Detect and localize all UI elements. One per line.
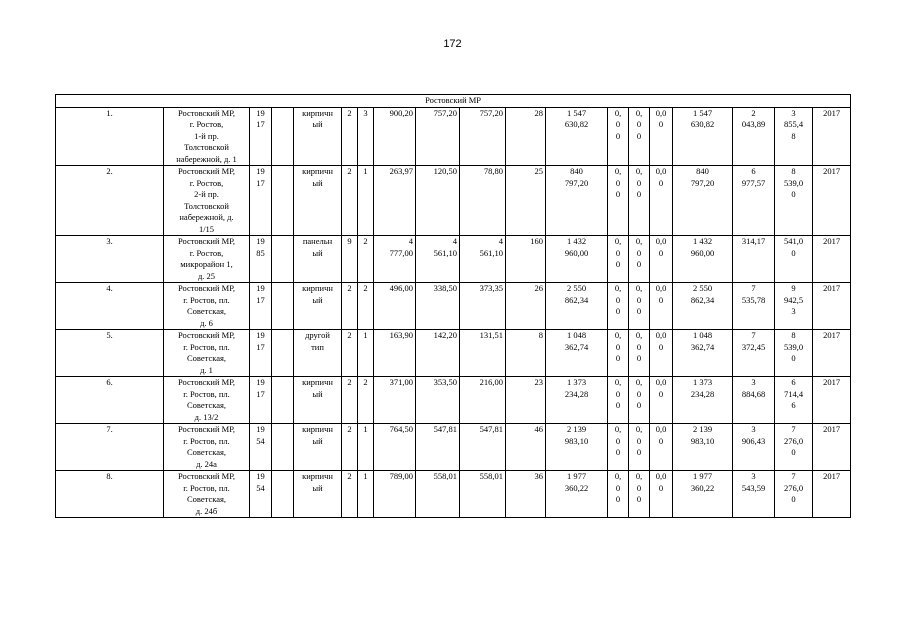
specific-cost-cell: 7 535,78 xyxy=(733,283,775,330)
table-row xyxy=(56,377,851,424)
living-area-cell: 142,20 xyxy=(416,330,460,377)
fund-share-cell: 0, 0 0 xyxy=(608,166,629,236)
total-cost-cell: 1 373 234,28 xyxy=(546,377,608,424)
row-number: 6. xyxy=(56,377,164,424)
entrances-cell: 1 xyxy=(358,471,374,518)
total-cost-cell: 1 048 362,74 xyxy=(546,330,608,377)
specific-cost-cell: 3 906,43 xyxy=(733,424,775,471)
budget-share-cell: 0, 0 0 xyxy=(629,471,650,518)
local-share-cell: 0,0 0 xyxy=(650,236,673,283)
address-cell: Ростовский МР, г. Ростов, 1-й пр. Толстовской набережной, д. 1 xyxy=(164,107,250,166)
entrances-cell: 1 xyxy=(358,330,374,377)
specific-cost-cell: 3 543,59 xyxy=(733,471,775,518)
entrances-cell: 1 xyxy=(358,424,374,471)
fund-share-cell: 0, 0 0 xyxy=(608,283,629,330)
max-cost-cell: 6 714,4 6 xyxy=(775,377,813,424)
fund-share-cell: 0, 0 0 xyxy=(608,377,629,424)
completion-year-cell: 2017 xyxy=(813,166,851,236)
table-row xyxy=(56,236,851,283)
budget-share-cell: 0, 0 0 xyxy=(629,107,650,166)
fund-share-cell: 0, 0 0 xyxy=(608,236,629,283)
residents-cell: 46 xyxy=(506,424,546,471)
year-built-cell: 19 54 xyxy=(250,424,272,471)
wall-material-cell: кирпичн ый xyxy=(294,471,342,518)
max-cost-cell: 541,0 0 xyxy=(775,236,813,283)
table-row xyxy=(56,166,851,236)
budget-share-cell: 0, 0 0 xyxy=(629,377,650,424)
residents-cell: 23 xyxy=(506,377,546,424)
table-row xyxy=(56,283,851,330)
owners-cost-cell: 1 373 234,28 xyxy=(673,377,733,424)
local-share-cell: 0,0 0 xyxy=(650,107,673,166)
residential-area-cell: 547,81 xyxy=(460,424,506,471)
owners-cost-cell: 840 797,20 xyxy=(673,166,733,236)
blank-cell xyxy=(272,330,294,377)
residents-cell: 25 xyxy=(506,166,546,236)
total-area-cell: 263,97 xyxy=(374,166,416,236)
row-number: 2. xyxy=(56,166,164,236)
total-area-cell: 789,00 xyxy=(374,471,416,518)
blank-cell xyxy=(272,107,294,166)
address-cell: Ростовский МР, г. Ростов, пл. Советская, д. 1 xyxy=(164,330,250,377)
floors-cell: 2 xyxy=(342,377,358,424)
specific-cost-cell: 3 884,68 xyxy=(733,377,775,424)
residential-area-cell: 373,35 xyxy=(460,283,506,330)
living-area-cell: 547,81 xyxy=(416,424,460,471)
wall-material-cell: другой тип xyxy=(294,330,342,377)
owners-cost-cell: 2 139 983,10 xyxy=(673,424,733,471)
floors-cell: 9 xyxy=(342,236,358,283)
floors-cell: 2 xyxy=(342,424,358,471)
row-number: 7. xyxy=(56,424,164,471)
specific-cost-cell: 6 977,57 xyxy=(733,166,775,236)
floors-cell: 2 xyxy=(342,471,358,518)
wall-material-cell: кирпичн ый xyxy=(294,377,342,424)
housing-table xyxy=(55,94,851,518)
blank-cell xyxy=(272,471,294,518)
table-row xyxy=(56,424,851,471)
living-area-cell: 757,20 xyxy=(416,107,460,166)
total-area-cell: 900,20 xyxy=(374,107,416,166)
residents-cell: 8 xyxy=(506,330,546,377)
residential-area-cell: 216,00 xyxy=(460,377,506,424)
completion-year-cell: 2017 xyxy=(813,107,851,166)
row-number: 5. xyxy=(56,330,164,377)
max-cost-cell: 7 276,0 0 xyxy=(775,471,813,518)
max-cost-cell: 9 942,5 3 xyxy=(775,283,813,330)
entrances-cell: 2 xyxy=(358,377,374,424)
total-cost-cell: 1 547 630,82 xyxy=(546,107,608,166)
blank-cell xyxy=(272,283,294,330)
total-cost-cell: 1 977 360,22 xyxy=(546,471,608,518)
total-area-cell: 371,00 xyxy=(374,377,416,424)
residential-area-cell: 757,20 xyxy=(460,107,506,166)
budget-share-cell: 0, 0 0 xyxy=(629,424,650,471)
budget-share-cell: 0, 0 0 xyxy=(629,236,650,283)
total-cost-cell: 2 139 983,10 xyxy=(546,424,608,471)
table-row xyxy=(56,471,851,518)
wall-material-cell: кирпичн ый xyxy=(294,107,342,166)
wall-material-cell: панельн ый xyxy=(294,236,342,283)
completion-year-cell: 2017 xyxy=(813,236,851,283)
blank-cell xyxy=(272,424,294,471)
budget-share-cell: 0, 0 0 xyxy=(629,283,650,330)
max-cost-cell: 8 539,0 0 xyxy=(775,166,813,236)
page-number: 172 xyxy=(443,38,462,50)
row-number: 4. xyxy=(56,283,164,330)
wall-material-cell: кирпичн ый xyxy=(294,424,342,471)
specific-cost-cell: 314,17 xyxy=(733,236,775,283)
owners-cost-cell: 1 432 960,00 xyxy=(673,236,733,283)
total-cost-cell: 1 432 960,00 xyxy=(546,236,608,283)
row-number: 3. xyxy=(56,236,164,283)
address-cell: Ростовский МР, г. Ростов, пл. Советская, д. 24а xyxy=(164,424,250,471)
residential-area-cell: 78,80 xyxy=(460,166,506,236)
fund-share-cell: 0, 0 0 xyxy=(608,107,629,166)
total-area-cell: 163,90 xyxy=(374,330,416,377)
year-built-cell: 19 17 xyxy=(250,377,272,424)
local-share-cell: 0,0 0 xyxy=(650,424,673,471)
owners-cost-cell: 1 547 630,82 xyxy=(673,107,733,166)
residential-area-cell: 131,51 xyxy=(460,330,506,377)
local-share-cell: 0,0 0 xyxy=(650,166,673,236)
wall-material-cell: кирпичн ый xyxy=(294,283,342,330)
living-area-cell: 338,50 xyxy=(416,283,460,330)
budget-share-cell: 0, 0 0 xyxy=(629,166,650,236)
row-number: 8. xyxy=(56,471,164,518)
living-area-cell: 120,50 xyxy=(416,166,460,236)
living-area-cell: 4 561,10 xyxy=(416,236,460,283)
total-cost-cell: 2 550 862,34 xyxy=(546,283,608,330)
local-share-cell: 0,0 0 xyxy=(650,330,673,377)
address-cell: Ростовский МР, г. Ростов, пл. Советская, д. 6 xyxy=(164,283,250,330)
max-cost-cell: 8 539,0 0 xyxy=(775,330,813,377)
floors-cell: 2 xyxy=(342,107,358,166)
completion-year-cell: 2017 xyxy=(813,471,851,518)
owners-cost-cell: 1 977 360,22 xyxy=(673,471,733,518)
floors-cell: 2 xyxy=(342,283,358,330)
entrances-cell: 1 xyxy=(358,166,374,236)
total-cost-cell: 840 797,20 xyxy=(546,166,608,236)
row-number: 1. xyxy=(56,107,164,166)
completion-year-cell: 2017 xyxy=(813,424,851,471)
year-built-cell: 19 17 xyxy=(250,283,272,330)
year-built-cell: 19 85 xyxy=(250,236,272,283)
local-share-cell: 0,0 0 xyxy=(650,377,673,424)
owners-cost-cell: 2 550 862,34 xyxy=(673,283,733,330)
residents-cell: 28 xyxy=(506,107,546,166)
entrances-cell: 3 xyxy=(358,107,374,166)
specific-cost-cell: 2 043,89 xyxy=(733,107,775,166)
address-cell: Ростовский МР, г. Ростов, микрорайон 1, д. 25 xyxy=(164,236,250,283)
max-cost-cell: 3 855,4 8 xyxy=(775,107,813,166)
residents-cell: 26 xyxy=(506,283,546,330)
specific-cost-cell: 7 372,45 xyxy=(733,330,775,377)
blank-cell xyxy=(272,166,294,236)
region-title: Ростовский МР xyxy=(56,95,851,108)
completion-year-cell: 2017 xyxy=(813,377,851,424)
floors-cell: 2 xyxy=(342,330,358,377)
residents-cell: 36 xyxy=(506,471,546,518)
completion-year-cell: 2017 xyxy=(813,330,851,377)
local-share-cell: 0,0 0 xyxy=(650,471,673,518)
year-built-cell: 19 17 xyxy=(250,166,272,236)
total-area-cell: 764,50 xyxy=(374,424,416,471)
year-built-cell: 19 54 xyxy=(250,471,272,518)
owners-cost-cell: 1 048 362,74 xyxy=(673,330,733,377)
floors-cell: 2 xyxy=(342,166,358,236)
table-row xyxy=(56,330,851,377)
local-share-cell: 0,0 0 xyxy=(650,283,673,330)
region-header-row xyxy=(56,95,851,108)
residents-cell: 160 xyxy=(506,236,546,283)
fund-share-cell: 0, 0 0 xyxy=(608,330,629,377)
completion-year-cell: 2017 xyxy=(813,283,851,330)
year-built-cell: 19 17 xyxy=(250,107,272,166)
total-area-cell: 4 777,00 xyxy=(374,236,416,283)
year-built-cell: 19 17 xyxy=(250,330,272,377)
budget-share-cell: 0, 0 0 xyxy=(629,330,650,377)
fund-share-cell: 0, 0 0 xyxy=(608,471,629,518)
entrances-cell: 2 xyxy=(358,236,374,283)
blank-cell xyxy=(272,377,294,424)
address-cell: Ростовский МР, г. Ростов, пл. Советская, д. 13/2 xyxy=(164,377,250,424)
address-cell: Ростовский МР, г. Ростов, 2-й пр. Толстовской набережной, д. 1/15 xyxy=(164,166,250,236)
living-area-cell: 558,01 xyxy=(416,471,460,518)
table-row xyxy=(56,107,851,166)
entrances-cell: 2 xyxy=(358,283,374,330)
blank-cell xyxy=(272,236,294,283)
residential-area-cell: 558,01 xyxy=(460,471,506,518)
living-area-cell: 353,50 xyxy=(416,377,460,424)
max-cost-cell: 7 276,0 0 xyxy=(775,424,813,471)
fund-share-cell: 0, 0 0 xyxy=(608,424,629,471)
residential-area-cell: 4 561,10 xyxy=(460,236,506,283)
address-cell: Ростовский МР, г. Ростов, пл. Советская, д. 24б xyxy=(164,471,250,518)
wall-material-cell: кирпичн ый xyxy=(294,166,342,236)
total-area-cell: 496,00 xyxy=(374,283,416,330)
